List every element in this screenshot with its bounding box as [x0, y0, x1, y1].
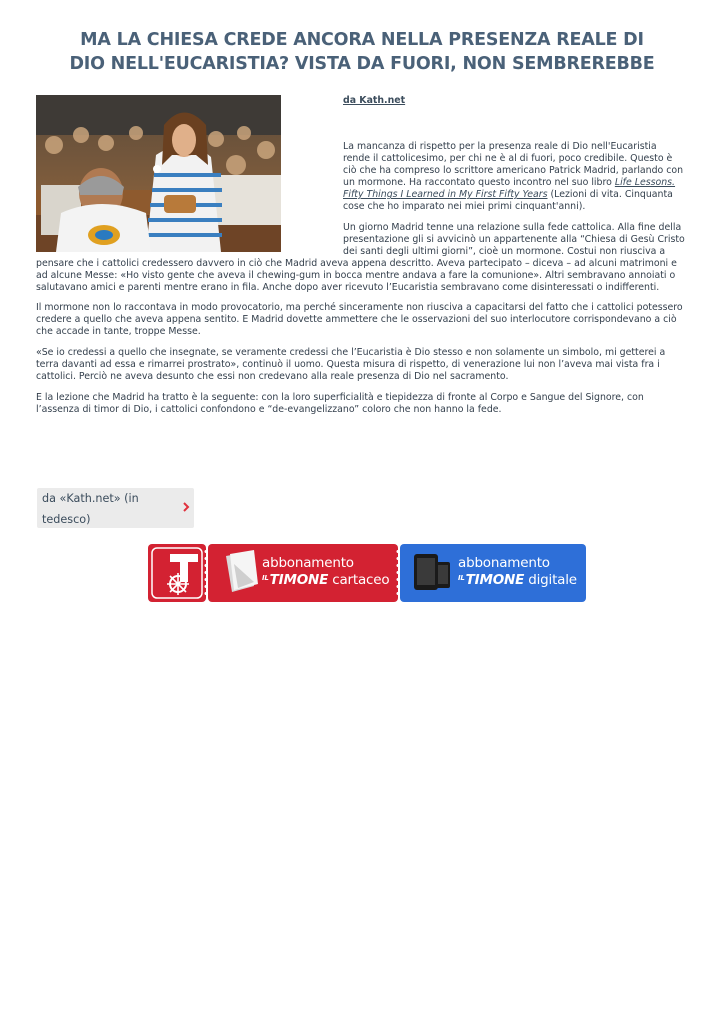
timone-logo-icon: [148, 544, 206, 602]
article-title: MA LA CHIESA CREDE ANCORA NELLA PRESENZA REALE DI DIO NELL'EUCARISTIA? VISTA DA FUORI, NON SEMBREREBBE: [69, 30, 655, 74]
subscription-paper-button[interactable]: [208, 544, 398, 602]
paragraph-3: Il mormone non lo raccontava in modo provocatorio, ma perché sinceramente non riusciva a capacitarsi del fatto che i cattolici potessero credere a quello che aveva appena sentito. E Madrid dovette ammettere che le osservazioni del suo interlocutore corrispondevano a ciò che accade in tante, troppe Messe.: [36, 302, 683, 337]
paragraph-1-text: La mancanza di rispetto per la presenza reale di Dio nell'Eucaristia rende il cattolicesimo, per chi ne è al di fuori, poco credibile. Questo è ciò che ha compreso lo scrittore americano Patrick Madrid, parlando con un mormone. Ha raccontato questo incontro nel suo libro: [343, 141, 684, 188]
source-link-kath-net[interactable]: da Kath.net: [343, 95, 406, 106]
communion-photo-image: [36, 95, 281, 252]
article-body: [36, 95, 686, 425]
subscription-banner: [148, 544, 586, 602]
book-title-link[interactable]: Life Lessons. Fifty Things I Learned in My First Fifty Years: [343, 177, 676, 200]
devices-icon: [410, 544, 458, 602]
paragraph-2: Un giorno Madrid tenne una relazione sulla fede cattolica. Alla fine della presentazione gli si avvicinò un appartenente alla “Chiesa di Gesù Cristo dei santi degli ultimi giorni”, cioè un mormone. Costui non riusciva a pensare che i cattolici credessero davvero in ciò che Madrid aveva appena descritto. Aveva partecipato – diceva – ad alcuni matrimoni e ad alcune Messe: «Ho visto gente che aveva il chewing-gum in bocca mentre andava a fare la comunione». Altri sembravano annoiati o salutavano amici e parenti mentre erano in fila. Anche dopo aver ricevuto l’Eucaristia sembravano come disinteressati o indifferenti.: [36, 222, 685, 293]
paper-subtitle: $^{IL}$TIMONE cartaceo: [262, 572, 390, 588]
paragraph-4: «Se io credessi a quello che insegnate, se veramente credessi che l’Eucaristia è Dio stesso e non solamente un simbolo, mi getterei a terra davanti ad essa e rimarrei prostrato», continuò il uomo. Questa misura di rispetto, di venerazione lui non l’aveva mai vista fra i cattolici. Perciò ne aveva desunto che essi non credevano alla reale presenza di Dio nel sacramento.: [36, 347, 666, 382]
paragraph-5: E la lezione che Madrid ha tratto è la seguente: con la loro superficialità e tiepidezza di fronte al Corpo e Sangue del Signore, con l’assenza di timor di Dio, i cattolici confondono e “de-evangelizzano” coloro che non hanno la fede.: [36, 392, 644, 415]
magazine-icon: [218, 544, 266, 602]
subscription-digital-button[interactable]: [400, 544, 586, 602]
source-box-link[interactable]: [37, 488, 194, 528]
communion-photo: [36, 95, 281, 252]
digital-title: abbonamento: [458, 555, 550, 571]
paper-title: abbonamento: [262, 555, 354, 571]
source-box-label: da «Kath.net» (in tedesco): [42, 492, 139, 526]
digital-subtitle: $^{IL}$TIMONE digitale: [458, 572, 577, 588]
il-timone-logo[interactable]: [148, 544, 206, 602]
paragraph-1-text-end: (Lezioni di vita. Cinquanta cose che ho imparato nei miei primi cinquant'anni).: [343, 189, 673, 212]
chevron-right-icon: [181, 499, 191, 515]
